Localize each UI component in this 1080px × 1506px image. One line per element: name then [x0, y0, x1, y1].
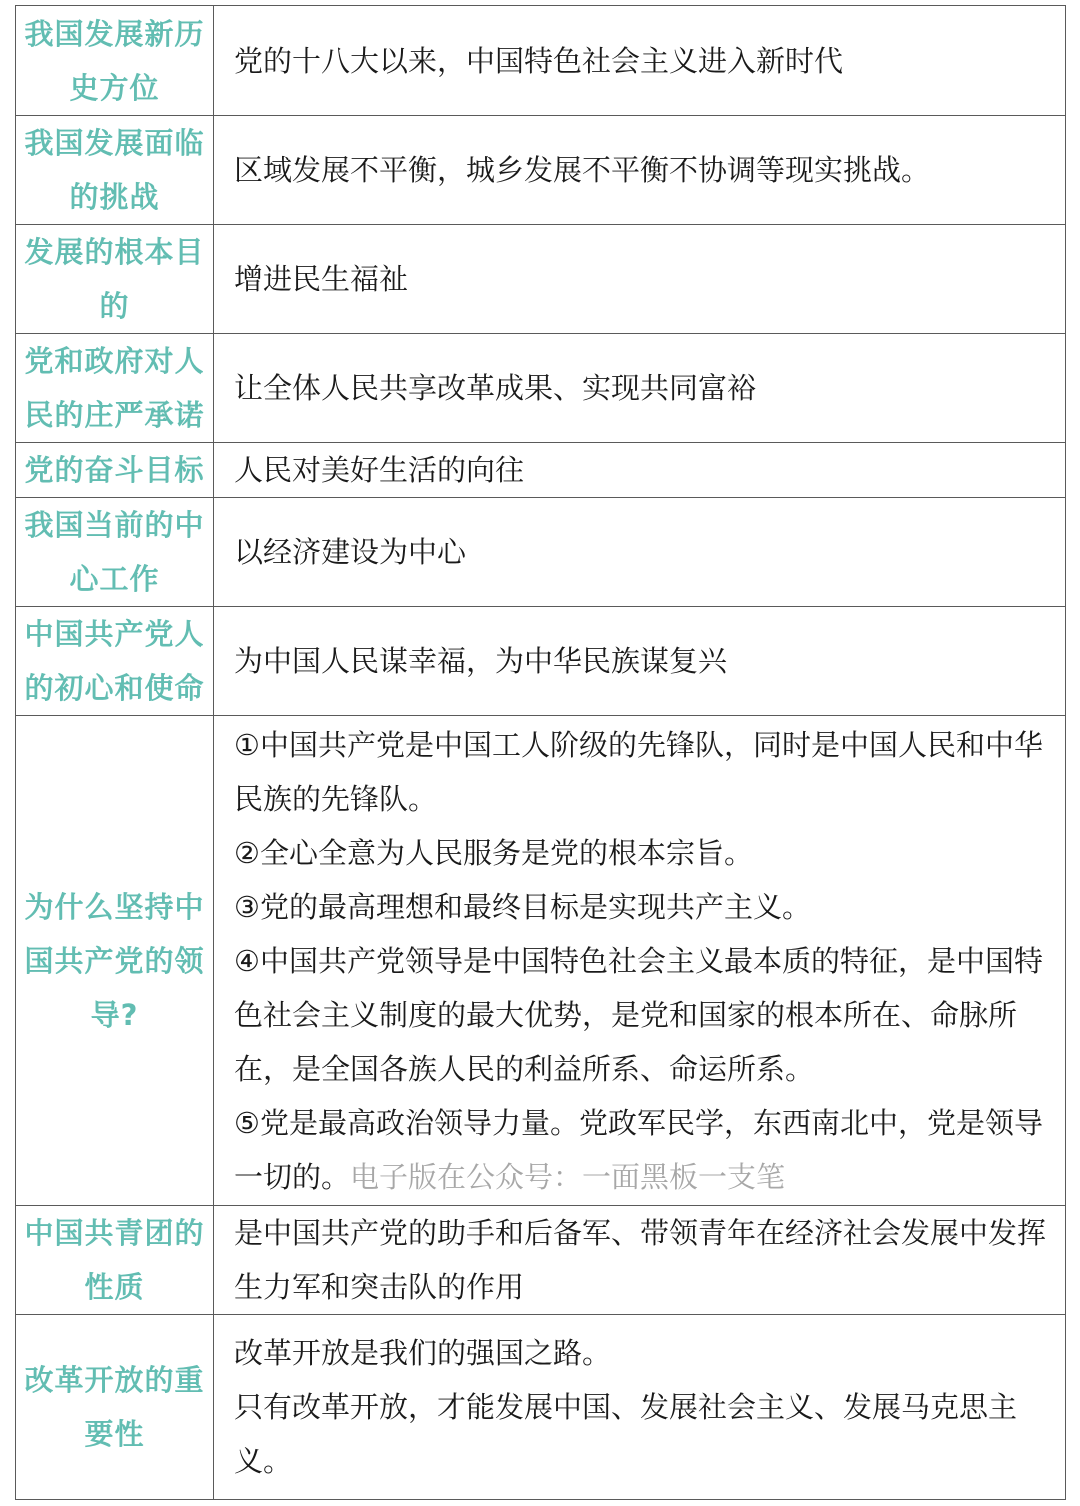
- table-row: [16, 334, 1066, 443]
- table-row: [16, 607, 1066, 716]
- row-key: 改革开放的重要性: [16, 1315, 214, 1500]
- row-key: 我国当前的中心工作: [16, 498, 214, 607]
- row-key: 我国发展新历史方位: [16, 6, 214, 116]
- value-line: ③党的最高理想和最终目标是实现共产主义。: [234, 889, 811, 924]
- table-row: [16, 443, 1066, 498]
- table-row: [16, 6, 1066, 116]
- value-text: 为中国人民谋幸福，为中华民族谋复兴: [234, 644, 728, 678]
- row-key: 发展的根本目的: [16, 225, 214, 334]
- row-value: [214, 1206, 1066, 1315]
- value-line: ④中国共产党领导是中国特色社会主义最本质的特征，是中国特色社会主义制度的最大优势，是党和国家的根本所在、命脉所在，是全国各族人民的利益所系、命运所系。: [234, 943, 1043, 1086]
- watermark-text: 电子版在公众号：一面黑板一支笔: [350, 1159, 786, 1194]
- row-value: [214, 443, 1066, 498]
- row-value: [214, 1315, 1066, 1500]
- value-text: 让全体人民共享改革成果、实现共同富裕: [234, 371, 757, 405]
- row-value: [214, 225, 1066, 334]
- value-text: 区域发展不平衡，城乡发展不平衡不协调等现实挑战。: [234, 153, 931, 187]
- row-value: [214, 116, 1066, 225]
- row-key: 党和政府对人民的庄严承诺: [16, 334, 214, 443]
- value-line-text: ⑤党是最高政治领导力量。党政军民学，东西南北中，党是领导一切的。: [234, 1105, 1043, 1194]
- table-row: [16, 1315, 1066, 1500]
- knowledge-table: [15, 5, 1066, 1500]
- value-line: 只有改革开放，才能发展中国、发展社会主义、发展马克思主义。: [234, 1390, 1018, 1478]
- table-row: [16, 498, 1066, 607]
- row-value: [214, 607, 1066, 716]
- value-text: 是中国共产党的助手和后备军、带领青年在经济社会发展中发挥生力军和突击队的作用: [234, 1216, 1047, 1304]
- row-value: [214, 6, 1066, 116]
- value-text: 党的十八大以来，中国特色社会主义进入新时代: [234, 43, 844, 78]
- value-text: 增进民生福祉: [234, 262, 409, 296]
- value-text: 人民对美好生活的向往: [234, 453, 525, 487]
- table-row: [16, 716, 1066, 1206]
- row-key: 中国共青团的性质: [16, 1206, 214, 1315]
- value-text: 以经济建设为中心: [234, 535, 467, 569]
- row-value: [214, 334, 1066, 443]
- row-key: 中国共产党人的初心和使命: [16, 607, 214, 716]
- row-key: 为什么坚持中国共产党的领导?: [16, 716, 214, 1206]
- table-row: [16, 1206, 1066, 1315]
- row-value: [214, 716, 1066, 1206]
- table-row: [16, 116, 1066, 225]
- table-row: [16, 225, 1066, 334]
- value-line: 改革开放是我们的强国之路。: [234, 1336, 612, 1370]
- value-line: ①中国共产党是中国工人阶级的先锋队，同时是中国人民和中华民族的先锋队。: [234, 727, 1043, 816]
- row-key: 我国发展面临的挑战: [16, 116, 214, 225]
- value-line: [234, 1096, 1063, 1204]
- row-key: 党的奋斗目标: [16, 443, 214, 498]
- row-value: [214, 498, 1066, 607]
- value-line: ②全心全意为人民服务是党的根本宗旨。: [234, 835, 753, 870]
